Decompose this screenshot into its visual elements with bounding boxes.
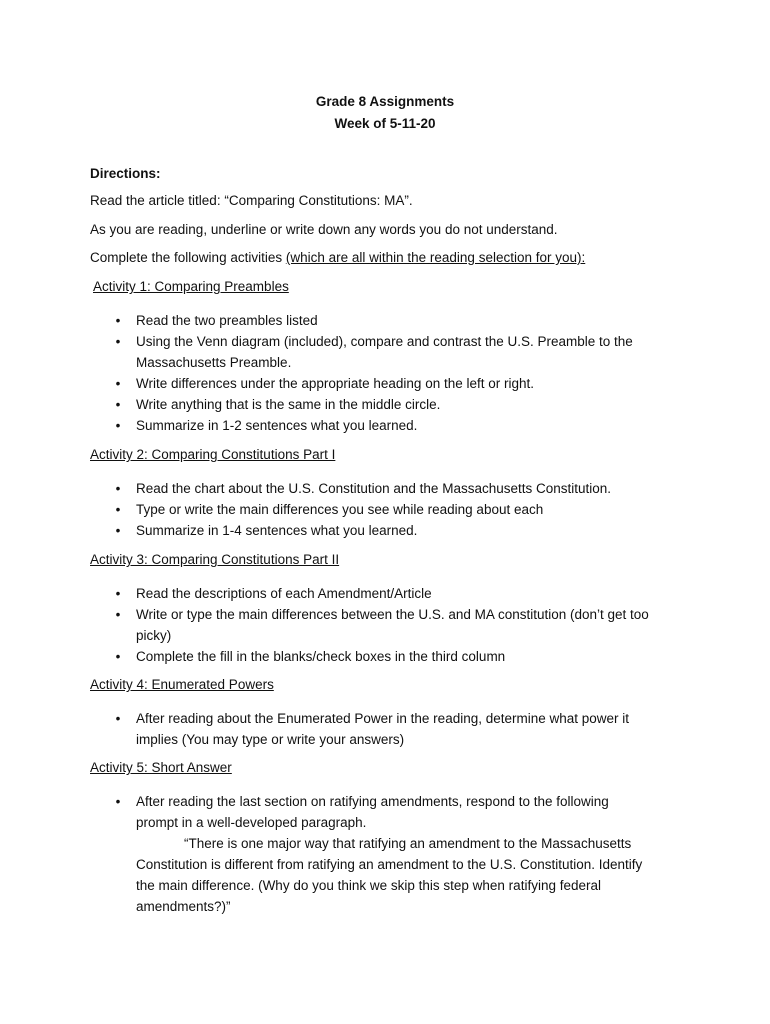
list-item-text-continued: implies (You may type or write your answers) [136,732,405,747]
activity-1-heading: Activity 1: Comparing Preambles [93,279,289,294]
list-item-text: Read the two preambles listed [136,313,318,328]
list-item-text-continued: prompt in a well-developed paragraph. [136,815,367,830]
list-item-text-continued: Massachusetts Preamble. [136,355,292,370]
list-item-text: Summarize in 1-2 sentences what you learned. [136,418,418,433]
list-item-text: After reading the last section on ratifying amendments, respond to the following [136,794,609,809]
bullet-icon: • [115,607,121,622]
directions-line-1: Read the article titled: “Comparing Constitutions: MA”. [90,193,413,208]
bullet-icon: • [115,313,121,328]
activity-3-list [0,583,696,667]
document-title: Grade 8 Assignments [315,94,455,109]
bullet-icon: • [115,418,121,433]
directions-heading: Directions: [90,166,161,181]
bullet-icon: • [115,794,121,809]
list-item-text: Write anything that is the same in the middle circle. [136,397,441,412]
activity-1-list [0,310,696,436]
list-item [0,394,696,415]
list-item [0,708,696,750]
list-item [0,520,696,541]
list-item [0,646,696,667]
activity-3-heading: Activity 3: Comparing Constitutions Part II [90,552,340,567]
list-item [0,373,696,394]
list-item-text: Type or write the main differences you see while reading about each [136,502,544,517]
prompt-quote-line: Constitution is different from ratifying an amendment to the U.S. Constitution. Identify [136,857,643,872]
bullet-icon: • [115,397,121,412]
list-item-text-continued: picky) [136,628,172,643]
activity-5-heading: Activity 5: Short Answer [90,760,232,775]
bullet-icon: • [115,649,121,664]
bullet-icon: • [115,502,121,517]
activity-4-list [0,708,696,750]
directions-line-3 [90,250,585,265]
bullet-icon: • [115,376,121,391]
list-item-text: Read the descriptions of each Amendment/Article [136,586,432,601]
bullet-icon: • [115,586,121,601]
bullet-icon: • [115,711,121,726]
activity-5-list [0,791,696,917]
list-item-text: Summarize in 1-4 sentences what you learned. [136,523,418,538]
list-item [0,478,696,499]
document-week: Week of 5-11-20 [334,116,436,131]
directions-line-3-prefix: Complete the following activities [90,250,286,265]
activity-4-heading: Activity 4: Enumerated Powers [90,677,274,692]
activity-2-list [0,478,696,541]
list-item [0,604,696,646]
list-item-text: Complete the fill in the blanks/check boxes in the third column [136,649,506,664]
list-item-text: After reading about the Enumerated Power in the reading, determine what power it [136,711,630,726]
list-item [0,499,696,520]
list-item-text: Write differences under the appropriate heading on the left or right. [136,376,534,391]
list-item [0,310,696,331]
prompt-quote-line: amendments?)” [136,899,231,914]
bullet-icon: • [115,523,121,538]
activity-2-heading: Activity 2: Comparing Constitutions Part I [90,447,336,462]
list-item [0,331,696,373]
prompt-quote-line: the main difference. (Why do you think we skip this step when ratifying federal [136,878,601,893]
prompt-quote-line: “There is one major way that ratifying an amendment to the Massachusetts [184,836,632,851]
list-item [0,791,696,917]
list-item-text: Write or type the main differences between the U.S. and MA constitution (don’t get too [136,607,649,622]
list-item [0,583,696,604]
list-item [0,415,696,436]
directions-line-3-underlined: (which are all within the reading selection for you): [285,250,586,265]
list-item-text: Using the Venn diagram (included), compare and contrast the U.S. Preamble to the [136,334,633,349]
bullet-icon: • [115,334,121,349]
bullet-icon: • [115,481,121,496]
directions-line-2: As you are reading, underline or write down any words you do not understand. [90,222,558,237]
list-item-text: Read the chart about the U.S. Constitution and the Massachusetts Constitution. [136,481,612,496]
